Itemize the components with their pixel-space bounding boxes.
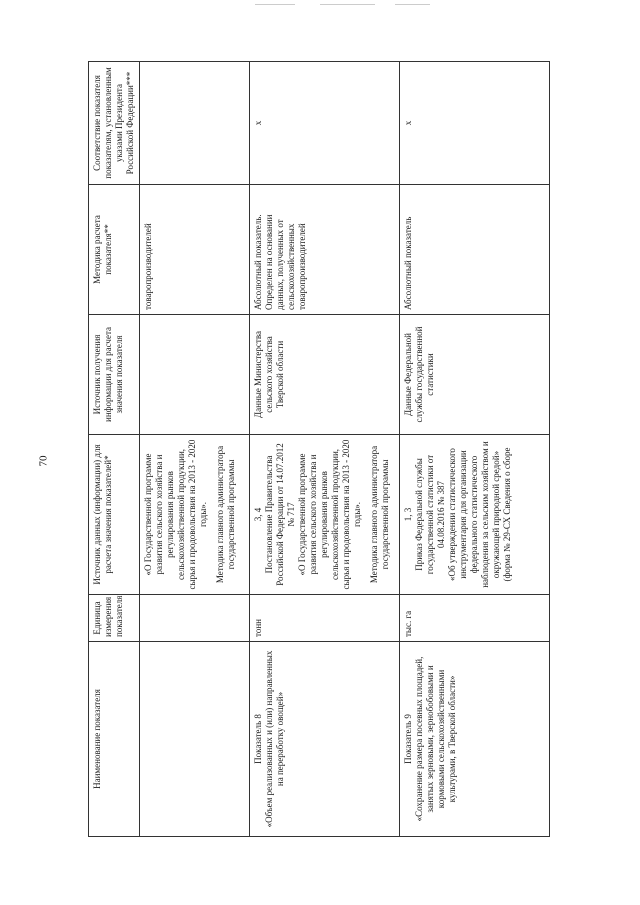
indicators-table: [88, 61, 550, 837]
cont-method: товаропроизводителей: [140, 185, 250, 315]
row9-source-info: Данные Федеральной службы государственной статистики: [400, 315, 550, 435]
rotated-table-sheet: [88, 62, 618, 837]
cont-source-data: [140, 435, 250, 595]
row9-source-approval: «Об утверждении статистического инструментария для организации федерального статистического наблюдения за сельским хозяйством и окружающей природной средой» (форма № 29-СХ Сведения о сборе: [447, 441, 512, 588]
row8-compliance: x: [250, 62, 400, 185]
row8-source-info: Данные Министерства сельского хозяйства Тверской области: [250, 315, 400, 435]
row9-name: [400, 642, 550, 837]
row9-source-data: [400, 435, 550, 595]
row8-source-method: Методика главного администратора государственной программы: [369, 445, 390, 584]
row9-unit: тыс. га: [400, 595, 550, 642]
row8-name: [250, 642, 400, 837]
header-unit: Единица измерения показателя: [89, 595, 140, 642]
header-row: [89, 62, 140, 837]
row8-unit: тонн: [250, 595, 400, 642]
row9-method: Абсолютный показатель: [400, 185, 550, 315]
row8-source-data: [250, 435, 400, 595]
table-row: [400, 62, 550, 837]
row8-source-program: «О Государственной программе развития сельского хозяйства и регулирования рынков сельскохозяйственной продукции, сырья и продовольствия на 2013 - 2020 годы».: [297, 439, 362, 590]
header-name: Наименование показателя: [89, 642, 140, 837]
row9-name-number: Показатель 9: [403, 714, 413, 764]
row9-compliance: x: [400, 62, 550, 185]
header-source-data: Источник данных (информации) для расчета значения показателей*: [89, 435, 140, 595]
cont-source-info: [140, 315, 250, 435]
header-method: Методика расчета показателя**: [89, 185, 140, 315]
cont-source-data-text-2: Методика главного администратора государственной программы: [215, 445, 236, 584]
table-row: [250, 62, 400, 837]
continuation-row: [140, 62, 250, 837]
header-compliance: Соответствие показателя показателям, установленным указами Президента Российской Федерации***: [89, 62, 140, 185]
row8-source-ref: 3, 4: [253, 507, 263, 522]
cont-source-data-text-1: «О Государственной программе развития сельского хозяйства и регулирования рынков сельскохозяйственной продукции, сырья и продовольствия на 2013 - 2020 годы».: [143, 439, 208, 590]
row9-name-text: «Сохранение размера посевных площадей, занятых зерновыми, зернобобовыми и кормовыми сельскохозяйственными культурами, в Тверской области»: [414, 656, 457, 822]
row8-name-number: Показатель 8: [253, 714, 263, 764]
row8-name-text: «Объем реализованных и (или) направленных на переработку овощей»: [264, 650, 285, 828]
row9-source-ref: 1, 3: [403, 507, 413, 522]
row8-method: Абсолютный показатель. Определен на основании данных, полученных от сельскохозяйственных товаропроизводителей: [250, 185, 400, 315]
row9-source-order: Приказ Федеральной службы государственной статистики от 04.08.2016 № 387: [414, 454, 446, 575]
cont-compliance: [140, 62, 250, 185]
cont-name: [140, 642, 250, 837]
page-number: 70: [37, 455, 50, 467]
header-source-info: Источник получения информации для расчета значения показателя: [89, 315, 140, 435]
cont-unit: [140, 595, 250, 642]
row8-source-decree: Постановление Правительства Российской Федерации от 14.07.2012 № 717: [264, 443, 296, 586]
